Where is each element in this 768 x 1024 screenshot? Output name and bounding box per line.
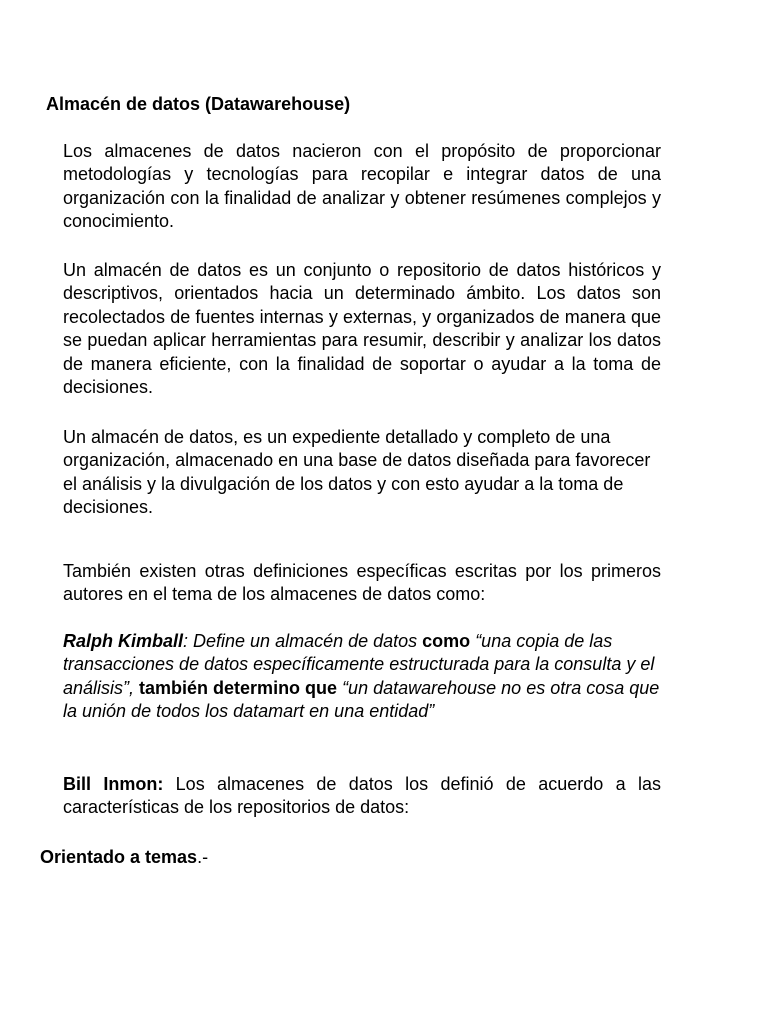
inmon-text: Los almacenes de datos los definió de acuerdo a las características de los repositorios de datos: bbox=[63, 774, 661, 818]
kimball-tambien: también determino que bbox=[134, 677, 338, 698]
section-heading-text: Orientado a temas bbox=[40, 847, 198, 867]
section-heading-suffix: .- bbox=[197, 847, 209, 867]
kimball-como: como bbox=[417, 631, 471, 651]
paragraph-expediente: Un almacén de datos, es un expediente detallado y completo de una organización, almacenado en una base de datos diseñada para favorecer el análisis y la divulgación de los datos y con esto ayudar a la toma de decisiones. bbox=[63, 427, 651, 518]
kimball-def-intro: : Define un almacén de datos bbox=[183, 631, 418, 651]
kimball-quote-2: “un datawarehouse no es otra cosa que la unión de todos los datamart en una entidad” bbox=[63, 677, 660, 722]
kimball-name: Ralph Kimball bbox=[63, 631, 184, 651]
inmon-name: Bill Inmon: bbox=[63, 774, 164, 794]
kimball-definition bbox=[63, 630, 661, 724]
paragraph-definition: Un almacén de datos es un conjunto o repositorio de datos históricos y descriptivos, orientados hacia un determinado ámbito. Los datos son recolectados de fuentes internas y externas, y organizados de manera que se puedan aplicar herramientas para resumir, describir y analizar los datos de manera eficiente, con la finalidad de soportar o ayudar a la toma de decisiones. bbox=[63, 260, 661, 398]
kimball-quote-1: “una copia de las transacciones de datos específicamente estructurada para la consulta y el análisis”, bbox=[63, 631, 655, 698]
paragraph-other-definitions: También existen otras definiciones específicas escritas por los primeros autores en el tema de los almacenes de datos como: bbox=[63, 561, 661, 605]
inmon-definition bbox=[63, 773, 661, 820]
document-title: Almacén de datos (Datawarehouse) bbox=[46, 94, 351, 114]
paragraph-intro: Los almacenes de datos nacieron con el propósito de proporcionar metodologías y tecnologías para recopilar e integrar datos de una organización con la finalidad de analizar y obtener resúmenes complejos y conocimiento. bbox=[63, 141, 661, 232]
section-heading bbox=[40, 846, 208, 869]
